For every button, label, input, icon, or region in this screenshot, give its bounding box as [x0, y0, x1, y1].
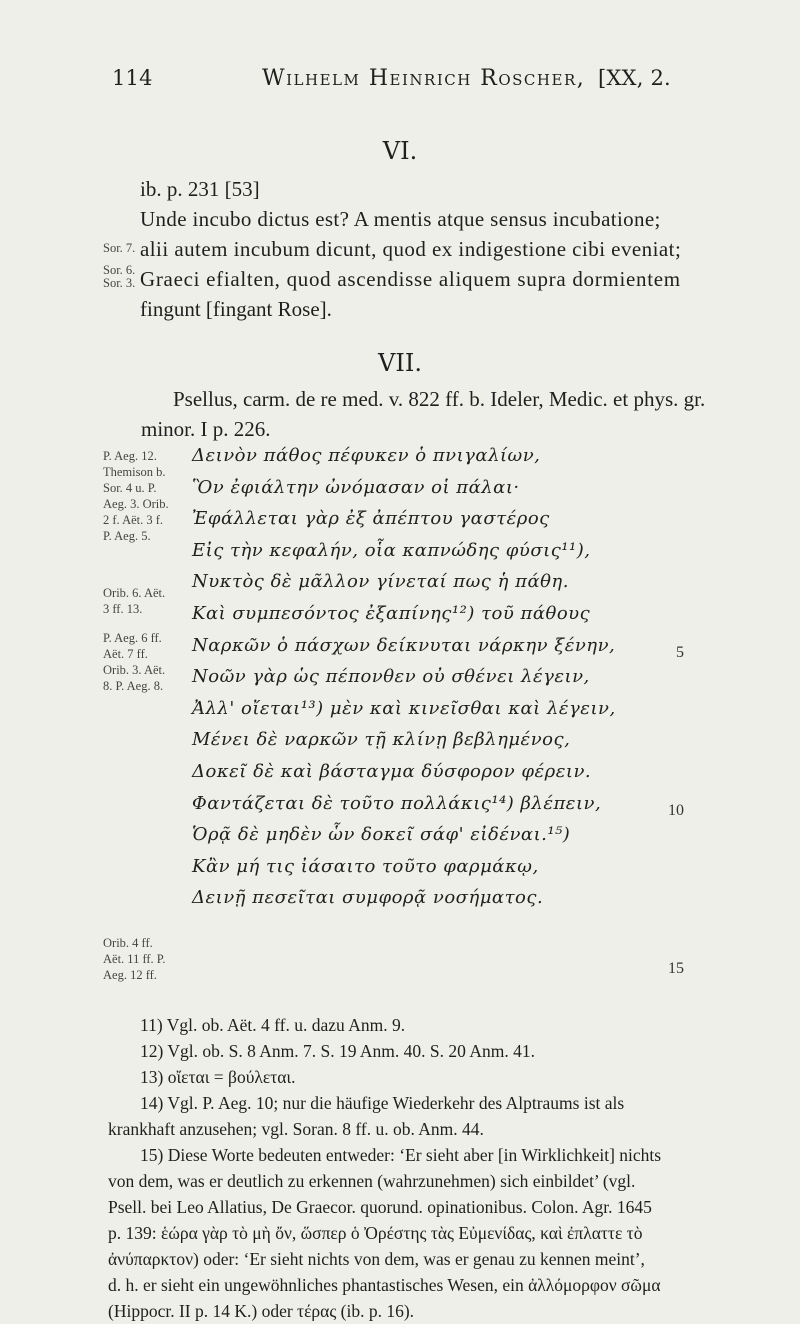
poem-line: Ναρκῶν ὁ πάσχων δείκνυται νάρκην ξένην, [192, 634, 616, 656]
section-vi-text [140, 174, 681, 324]
footnote-line: von dem, was er deutlich zu erkennen (wahrzunehmen) sich einbildet’ (vgl. [108, 1171, 636, 1191]
poem-line: Ἐφάλλεται γὰρ ἐξ ἀπέπτου γαστέρος [192, 508, 550, 530]
greek-poem [192, 441, 616, 915]
poem-line: Νυκτὸς δὲ μᾶλλον γίνεταί πως ἡ πάθη. [192, 571, 569, 593]
section-vi-margin-note: Sor. 6. [103, 263, 136, 277]
footnote-line: 13) οἴεται = βούλεται. [140, 1067, 296, 1087]
poem-line: Εἰς τὴν κεφαλήν, οἷα καπνώδης φύσις¹¹), [192, 539, 591, 561]
section-vi-margin-note: Sor. 7. [103, 241, 136, 255]
line-number: 5 [676, 644, 684, 661]
poem-line: Μένει δὲ ναρκῶν τῇ κλίνῃ βεβλημένος, [192, 729, 571, 751]
footnote-line: krankhaft anzusehen; vgl. Soran. 8 ff. u. ob. Anm. 44. [108, 1119, 484, 1139]
running-header-author: Wilhelm Heinrich Roscher, [262, 66, 586, 91]
footnote-line: ἀνύπαρκτον) oder: ‘Er sieht nichts von dem, was er genau zu kennen meint’, [108, 1249, 645, 1269]
section-vii-margin-note: P. Aeg. 6 ff. Aët. 7 ff. Orib. 3. Aët. 8. P. Aeg. 8. [103, 631, 166, 693]
poem-line: Φαντάζεται δὲ τοῦτο πολλάκις¹⁴) βλέπειν, [192, 792, 602, 814]
footnote-line: 12) Vgl. ob. S. 8 Anm. 7. S. 19 Anm. 40. S. 20 Anm. 41. [140, 1041, 535, 1061]
section-vi-line: fingunt [fingant Rose]. [140, 297, 332, 321]
footnote-line: 15) Diese Worte bedeuten entweder: ‘Er sieht aber [in Wirklichkeit] nichts [140, 1145, 662, 1165]
poem-line: Δοκεῖ δὲ καὶ βάσταγμα δύσφορον φέρειν. [192, 760, 592, 782]
section-vii-intro-line: minor. I p. 226. [141, 417, 271, 441]
poem-line: Ὃν ἐφιάλτην ὠνόμασαν οἱ πάλαι· [192, 476, 520, 498]
running-header-volume: [XX, 2. [598, 66, 671, 90]
footnote-line: 14) Vgl. P. Aeg. 10; nur die häufige Wiederkehr des Alptraums ist als [140, 1093, 625, 1113]
section-vii-heading: VII. [378, 349, 422, 377]
section-vii-margin-note: P. Aeg. 12. Themison b. Sor. 4 u. P. Aeg. 3. Orib. 2 f. Aët. 3 f. P. Aeg. 5. [103, 449, 169, 543]
section-vi-margin-note: Sor. 3. [103, 276, 136, 290]
poem-line: Δεινὸν πάθος πέφυκεν ὁ πνιγαλίων, [192, 445, 541, 466]
footnote-line: d. h. er sieht ein ungewöhnliches phantastisches Wesen, ein ἀλλόμορφον σῶμα [108, 1275, 661, 1295]
footnote-line: 11) Vgl. ob. Aët. 4 ff. u. dazu Anm. 9. [140, 1015, 406, 1035]
section-vi-heading: VI. [382, 137, 418, 165]
footnote-line: (Hippocr. II p. 14 K.) oder τέρας (ib. p. 16). [108, 1301, 415, 1321]
poem-line: Ἀλλ' οἴεται¹³) μὲν καὶ κινεῖσθαι καὶ λέγειν, [192, 697, 616, 719]
section-vi-line: Graeci efialten, quod ascendisse aliquem supra dormientem [140, 267, 681, 291]
poem-line: Δεινῇ πεσεῖται συμφορᾷ νοσήματος. [192, 887, 544, 909]
section-vi-line: ib. p. 231 [53] [140, 177, 260, 201]
poem-line: Νοῶν γὰρ ὡς πέπονθεν οὐ σθένει λέγειν, [192, 666, 590, 688]
poem-line: Ὁρᾷ δὲ μηδὲν ὧν δοκεῖ σάφ' εἰδέναι.¹⁵) [192, 824, 571, 846]
poem-line: Καὶ συμπεσόντος ἐξαπίνης¹²) τοῦ πάθους [192, 602, 591, 624]
section-vii-margin-note: Orib. 6. Aët. 3 ff. 13. [103, 586, 166, 616]
section-vi-line: Unde incubo dictus est? A mentis atque sensus incubatione; [140, 207, 661, 231]
page-number: 114 [112, 66, 153, 90]
footnote-line: Psell. bei Leo Allatius, De Graecor. quorund. opinationibus. Colon. Agr. 1645 [108, 1197, 652, 1217]
footnote-line: p. 139: ἑώρα γὰρ τὸ μὴ ὄν, ὥσπερ ὁ Ὀρέστης τὰς Εὐμενίδας, καὶ ἐπλαττε τὸ [108, 1223, 643, 1243]
section-vii-intro [141, 384, 706, 444]
line-number: 10 [668, 802, 684, 819]
line-number: 15 [668, 960, 684, 977]
section-vii-margin-note: Orib. 4 ff. Aët. 11 ff. P. Aeg. 12 ff. [103, 936, 166, 982]
poem-line: Κἂν μή τις ἰάσαιτο τοῦτο φαρμάκῳ, [192, 855, 539, 877]
section-vii-intro-line: Psellus, carm. de re med. v. 822 ff. b. Ideler, Medic. et phys. gr. [173, 387, 706, 411]
section-vi-line: alii autem incubum dicunt, quod ex indigestione cibi eveniat; [140, 237, 682, 261]
footnotes [108, 1012, 662, 1324]
